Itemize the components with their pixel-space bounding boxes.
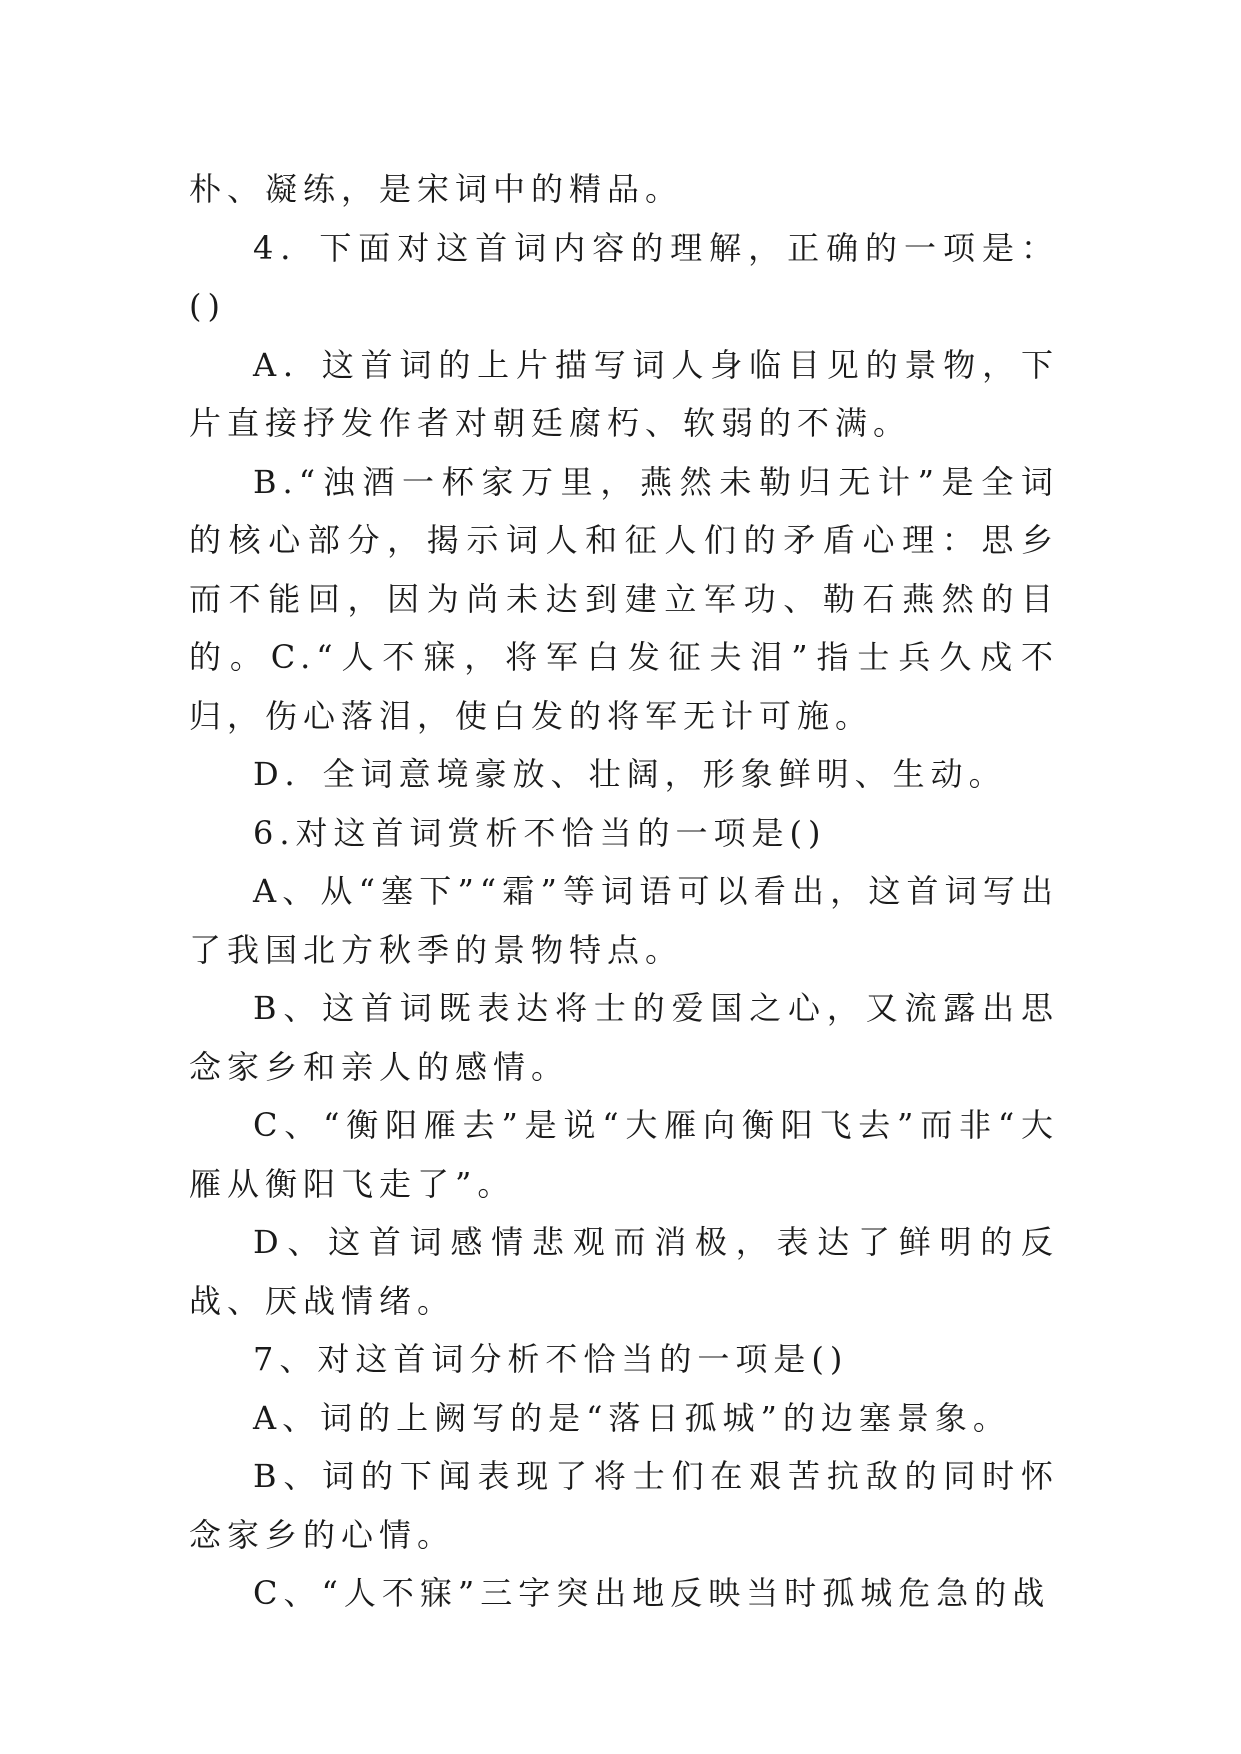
question-7-option-b: B、词的下闻表现了将士们在艰苦抗敌的同时怀念家乡的心情。 [189,1457,1059,1554]
question-6-option-c: C、“衡阳雁去”是说“大雁向衡阳飞去”而非“大雁从衡阳飞走了”。 [189,1106,1059,1203]
question-6-option-d: D、这首词感情悲观而消极，表达了鲜明的反战、厌战情绪。 [189,1223,1059,1320]
question-7-option-c: C、“人不寐”三字突出地反映当时孤城危急的战 [253,1574,1051,1612]
question-4: 4．下面对这首词内容的理解，正确的一项是：() [189,228,1059,325]
question-6-option-b: B、这首词既表达将士的爱国之心，又流露出思念家乡和亲人的感情。 [189,989,1059,1086]
question-6-option-a: A、从“塞下”“霜”等词语可以看出，这首词写出了我国北方秋季的景物特点。 [189,872,1059,969]
question-4-option-a: A．这首词的上片描写词人身临目见的景物，下片直接抒发作者对朝廷腐朽、软弱的不满。 [189,345,1059,442]
document-page [189,160,1059,1623]
paragraph-continuation: 朴、凝练，是宋词中的精品。 [189,170,684,208]
question-6: 6.对这首词赏析不恰当的一项是() [253,813,827,852]
question-4-option-b-c: B.“浊酒一杯家万里，燕然未勒归无计”是全词的核心部分，揭示词人和征人们的矛盾心理：思乡而不能回，因为尚未达到建立军功、勒石燕然的目的。C.“人不寐，将军白发征夫泪”指士兵久戍不归，伤心落泪，使白发的将军无计可施。 [189,462,1059,735]
question-7-option-a: A、词的上阙写的是“落日孤城”的边塞景象。 [253,1398,1011,1437]
question-4-option-d: D．全词意境豪放、壮阔，形象鲜明、生动。 [253,755,1007,793]
question-7: 7、对这首词分析不恰当的一项是() [253,1340,849,1378]
